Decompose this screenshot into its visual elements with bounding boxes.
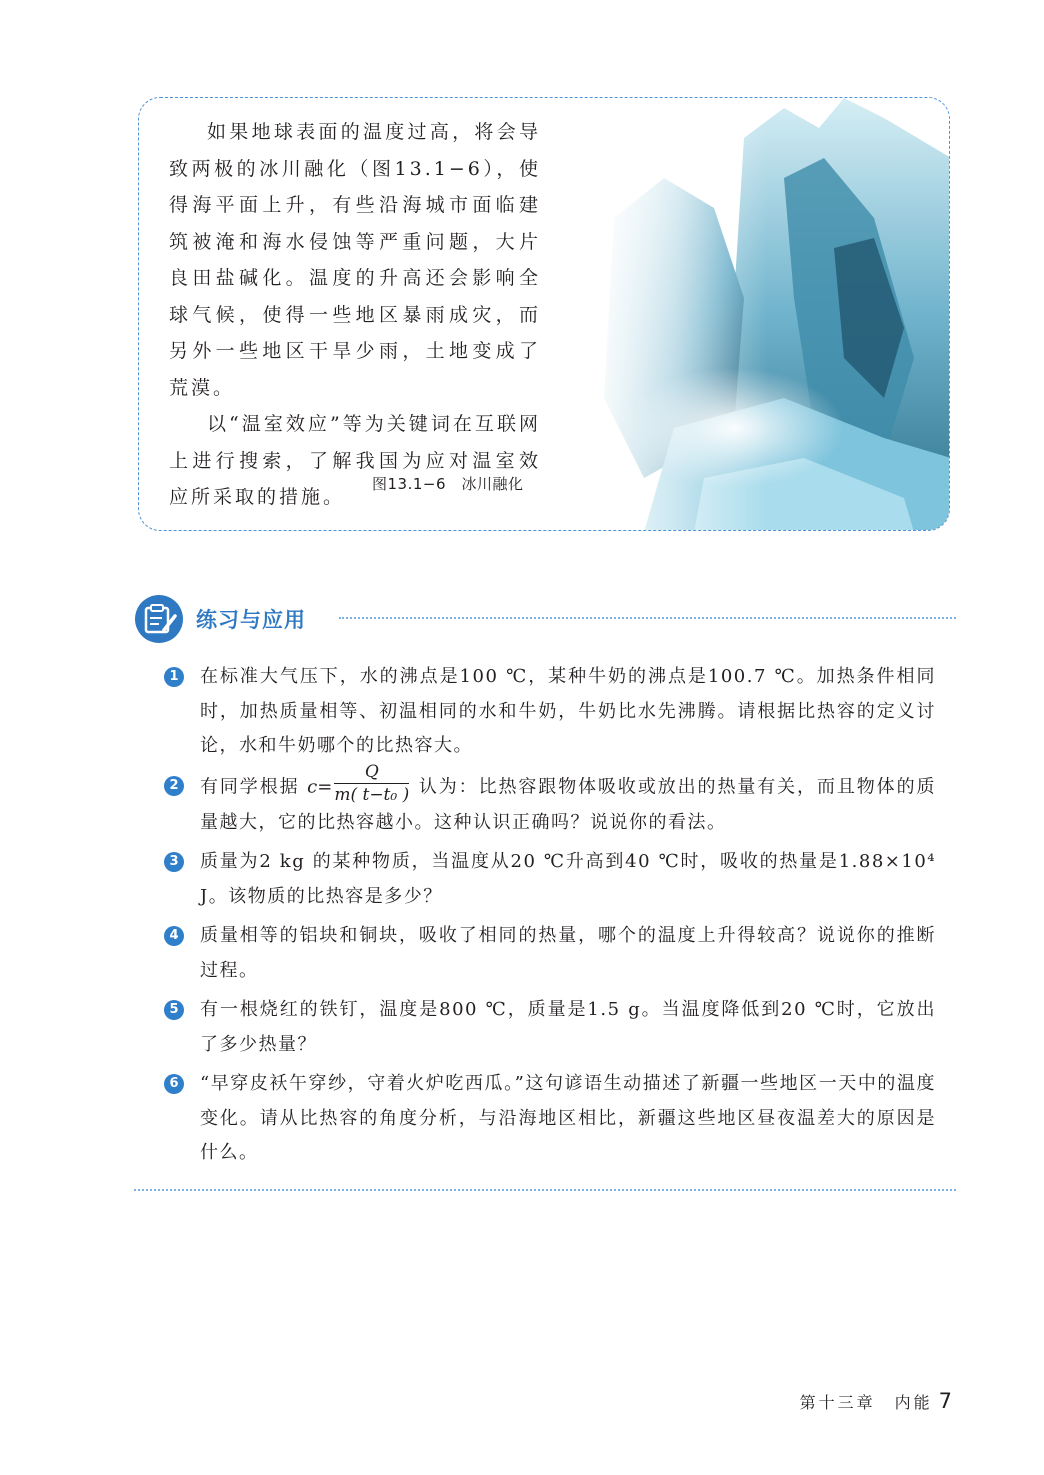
box-paragraph: 如果地球表面的温度过高，将会导致两极的冰川融化（图13.1−6），使得海平面上升，有些沿海城市面临建筑被淹和海水侵蚀等严重问题，大片良田盐碱化。温度的升高还会影响全球气候，使得一些地区暴雨成灾，而另外一些地区干旱少雨，土地变成了荒漠。 — [169, 121, 541, 399]
box-paragraph: 以“温室效应”等为关键词在互联网上进行搜索，了解我国为应对温室效应所采取的措施。 — [169, 413, 541, 508]
info-box — [138, 97, 950, 531]
formula-lhs: c= — [307, 776, 333, 797]
figure-caption: 图13.1−6 冰川融化 — [372, 475, 524, 493]
question-text: “早穿皮袄午穿纱，守着火炉吃西瓜。”这句谚语生动描述了新疆一些地区一天中的温度变化。请从比热容的角度分析，与沿海地区相比，新疆这些地区昼夜温差大的原因是什么。 — [200, 1073, 936, 1163]
exercise-item — [164, 993, 936, 1062]
page-number: 7 — [938, 1389, 952, 1413]
formula-numerator: Q — [334, 761, 409, 784]
exercise-item — [164, 1067, 936, 1171]
glacier-image — [584, 98, 950, 531]
question-number: 1 — [164, 667, 184, 687]
exercise-item — [164, 761, 936, 841]
exercise-list — [164, 660, 936, 1176]
formula-fraction — [334, 761, 409, 806]
page-footer — [800, 1389, 952, 1413]
question-text: 质量为2 kg 的某种物质，当温度从20 ℃升高到40 ℃时，吸收的热量是1.88×10⁴ J。该物质的比热容是多少？ — [200, 851, 936, 907]
question-number: 5 — [164, 1000, 184, 1020]
exercise-item — [164, 660, 936, 764]
exercise-item — [164, 919, 936, 988]
question-number: 2 — [164, 776, 184, 796]
section-header — [134, 594, 956, 646]
section-title: 练习与应用 — [196, 608, 306, 632]
chapter-title: 第十三章 内能 — [799, 1393, 933, 1412]
question-text: 有同学根据 — [200, 776, 308, 797]
box-text — [169, 114, 541, 516]
exercise-item — [164, 845, 936, 914]
question-number: 4 — [164, 926, 184, 946]
formula-denominator: m( t−t₀ ) — [334, 784, 410, 805]
clipboard-pencil-icon — [134, 594, 184, 644]
bottom-divider — [134, 1189, 956, 1191]
question-text: 在标准大气压下，水的沸点是100 ℃，某种牛奶的沸点是100.7 ℃。加热条件相同时，加热质量相等、初温相同的水和牛奶，牛奶比水先沸腾。请根据比热容的定义讨论，水和牛奶哪个的比热容大。 — [200, 666, 936, 756]
question-number: 3 — [164, 852, 184, 872]
question-text: 认为：比热容跟物体吸收或放出的热量有关，而且物体的质量越大，它的比热容越小。这种认识正确吗？说说你的看法。 — [200, 776, 936, 833]
question-text: 质量相等的铝块和铜块，吸收了相同的热量，哪个的温度上升得较高？说说你的推断过程。 — [200, 925, 936, 981]
question-number: 6 — [164, 1074, 184, 1094]
question-text: 有一根烧红的铁钉，温度是800 ℃，质量是1.5 g。当温度降低到20 ℃时，它放出了多少热量？ — [200, 999, 936, 1055]
section-divider — [339, 617, 956, 619]
